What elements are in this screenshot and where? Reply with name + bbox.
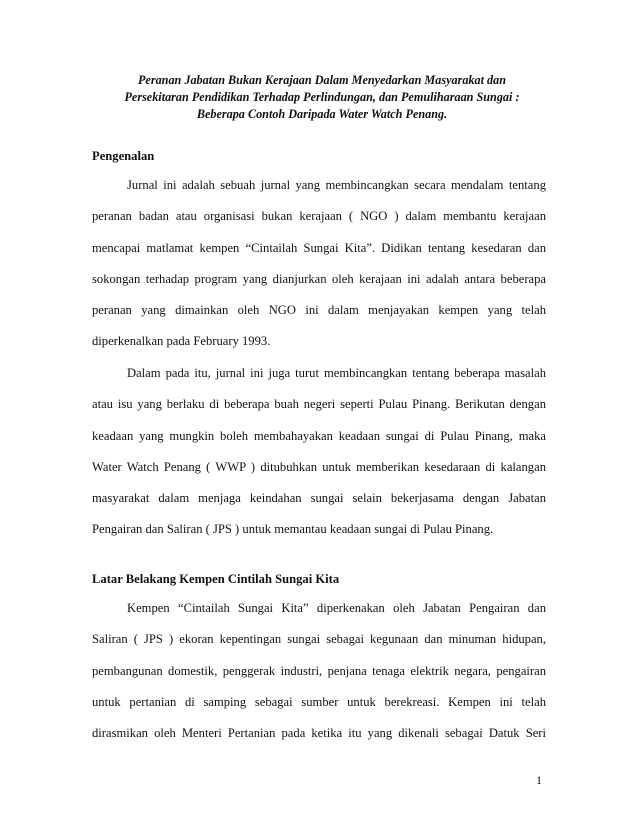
document-title [90,72,554,123]
title-line: Beberapa Contoh Daripada Water Watch Penang. [196,107,448,121]
text-line: Jurnal ini adalah sebuah jurnal yang membincangkan secara mendalam tentang [127,178,546,192]
page-number: 1 [536,773,542,787]
title-line: Peranan Jabatan Bukan Kerajaan Dalam Menyedarkan Masyarakat dan [137,73,507,87]
text-line: Water Watch Penang ( WWP ) ditubuhkan untuk memberikan kesedaraan di kalangan [92,459,546,474]
text-line: atau isu yang berlaku di beberapa buah negeri seperti Pulau Pinang. Berikutan dengan [92,397,546,412]
text-line: Dalam pada itu, jurnal ini juga turut membincangkan tentang beberapa masalah [127,366,546,380]
text-line: peranan yang dimainkan oleh NGO ini dalam menjayakan kempen yang telah [92,303,546,318]
text-line: keadaan yang mungkin boleh membahayakan keadaan sungai di Pulau Pinang, maka [92,428,546,443]
text-line: sokongan terhadap program yang dianjurkan oleh kerajaan ini adalah antara beberapa [92,271,546,286]
text-line: Pengairan dan Saliran ( JPS ) untuk memantau keadaan sungai di Pulau Pinang. [92,522,494,537]
paragraph-3 [92,599,546,755]
section-heading-pengenalan: Pengenalan [92,149,155,163]
text-line: untuk pertanian di samping sebagai sumber untuk berekreasi. Kempen ini telah [92,694,546,709]
text-line: mencapai matlamat kempen “Cintailah Sungai Kita”. Didikan tentang kesedaran dan [92,240,546,255]
text-line: Saliran ( JPS ) ekoran kepentingan sungai sebagai kegunaan dan minuman hidupan, [92,632,546,647]
text-line: masyarakat dalam menjaga keindahan sungai selain bekerjasama dengan Jabatan [92,491,546,506]
text-line: diperkenalkan pada February 1993. [92,334,271,349]
title-line: Persekitaran Pendidikan Terhadap Perlindungan, dan Pemuliharaan Sungai : [124,90,520,104]
text-line: dirasmikan oleh Menteri Pertanian pada ketika itu yang dikenali sebagai Datuk Seri [92,726,546,741]
paragraph-2 [92,364,546,552]
text-line: pembangunan domestik, penggerak industri, penjana tenaga elektrik negara, pengairan [92,663,546,678]
text-line: Kempen “Cintailah Sungai Kita” diperkenakan oleh Jabatan Pengairan dan [127,601,546,615]
section-heading-latar-belakang: Latar Belakang Kempen Cintilah Sungai Kita [92,572,340,586]
paragraph-1 [92,176,546,364]
text-line: peranan badan atau organisasi bukan kerajaan ( NGO ) dalam membantu kerajaan [92,209,546,224]
